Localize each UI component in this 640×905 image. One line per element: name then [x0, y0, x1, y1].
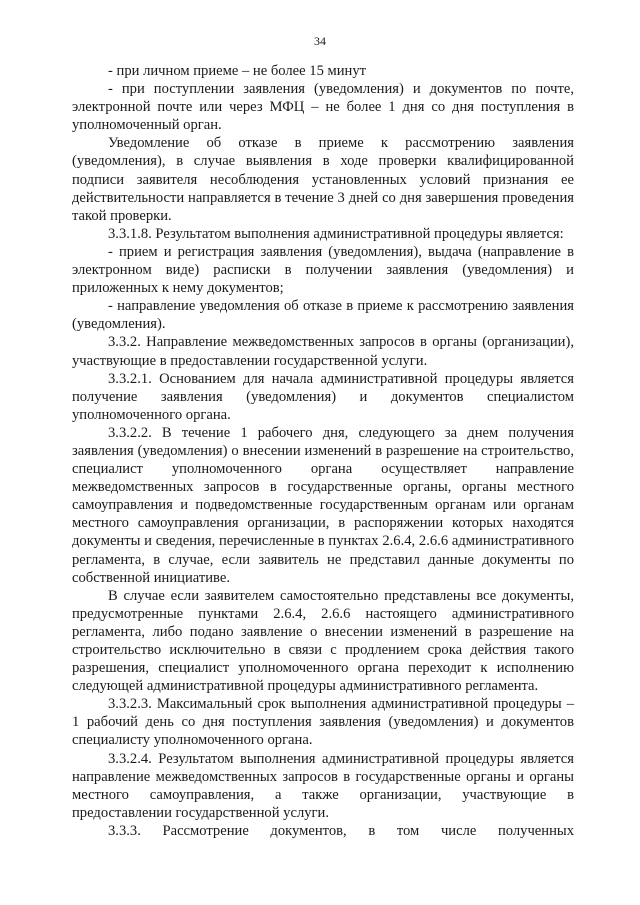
- paragraph-8: 3.3.2.1. Основанием для начала административной процедуры является получение заявления (уведомления) и документов специалистом уполномоченного органа.: [72, 370, 574, 423]
- paragraph-7: 3.3.2. Направление межведомственных запросов в органы (организации), участвующие в предоставлении государственной услуги.: [72, 334, 574, 369]
- paragraph-9: 3.3.2.2. В течение 1 рабочего дня, следующего за днем получения заявления (уведомления) о внесении изменений в разрешение на строительство, специалист уполномоченного органа осуществляет направление межведомственных запросов в государственные органы, органы местного самоуправления и подведомственные государственным органам или органам местного самоуправления организации, в распоряжении которых находятся документы и сведения, перечисленные в пунктах 2.6.4, 2.6.6 административного регламента, в случае, если заявитель не представил данные документы по собственной инициативе.: [72, 424, 574, 586]
- paragraph-11: 3.3.2.3. Максимальный срок выполнения административной процедуры – 1 рабочий день со дня поступления заявления (уведомления) и документов специалисту уполномоченного органа.: [72, 696, 574, 749]
- paragraph-12: 3.3.2.4. Результатом выполнения административной процедуры является направление межведомственных запросов в государственные органы и органы местного самоуправления, а также организации, участвующие в предоставлении государственной услуги.: [72, 750, 574, 821]
- paragraph-13: 3.3.3. Рассмотрение документов, в том числе полученных: [108, 822, 574, 839]
- paragraph-2: - при поступлении заявления (уведомления) и документов по почте, электронной почте или через МФЦ – не более 1 дня со дня поступления в уполномоченный орган.: [72, 81, 574, 134]
- paragraph-3: Уведомление об отказе в приеме к рассмотрению заявления (уведомления), в случае выявления в ходе проверки квалифицированной подписи заявителя несоблюдения установленных условий признания ее действительности направляется в течение 3 дней со дня завершения проведения такой проверки.: [72, 135, 574, 224]
- document-body: [72, 62, 574, 840]
- paragraph-1: - при личном приеме – не более 15 минут: [108, 63, 367, 79]
- paragraph-4: 3.3.1.8. Результатом выполнения административной процедуры является:: [108, 225, 564, 242]
- paragraph-6: - направление уведомления об отказе в приеме к рассмотрению заявления (уведомления).: [72, 298, 574, 333]
- page-number: 34: [314, 34, 326, 48]
- paragraph-5: - прием и регистрация заявления (уведомления), выдача (направление в электронном виде) расписки в получении заявления (уведомления) и приложенных к нему документов;: [72, 243, 574, 297]
- paragraph-10: В случае если заявителем самостоятельно представлены все документы, предусмотренные пунктами 2.6.4, 2.6.6 настоящего административного регламента, либо подано заявление о внесении изменений в разрешение на строительство исключительно в связи с продлением срока действия такого разрешения, специалист уполномоченного органа переходит к исполнению следующей административной процедуры административного регламента.: [72, 587, 574, 695]
